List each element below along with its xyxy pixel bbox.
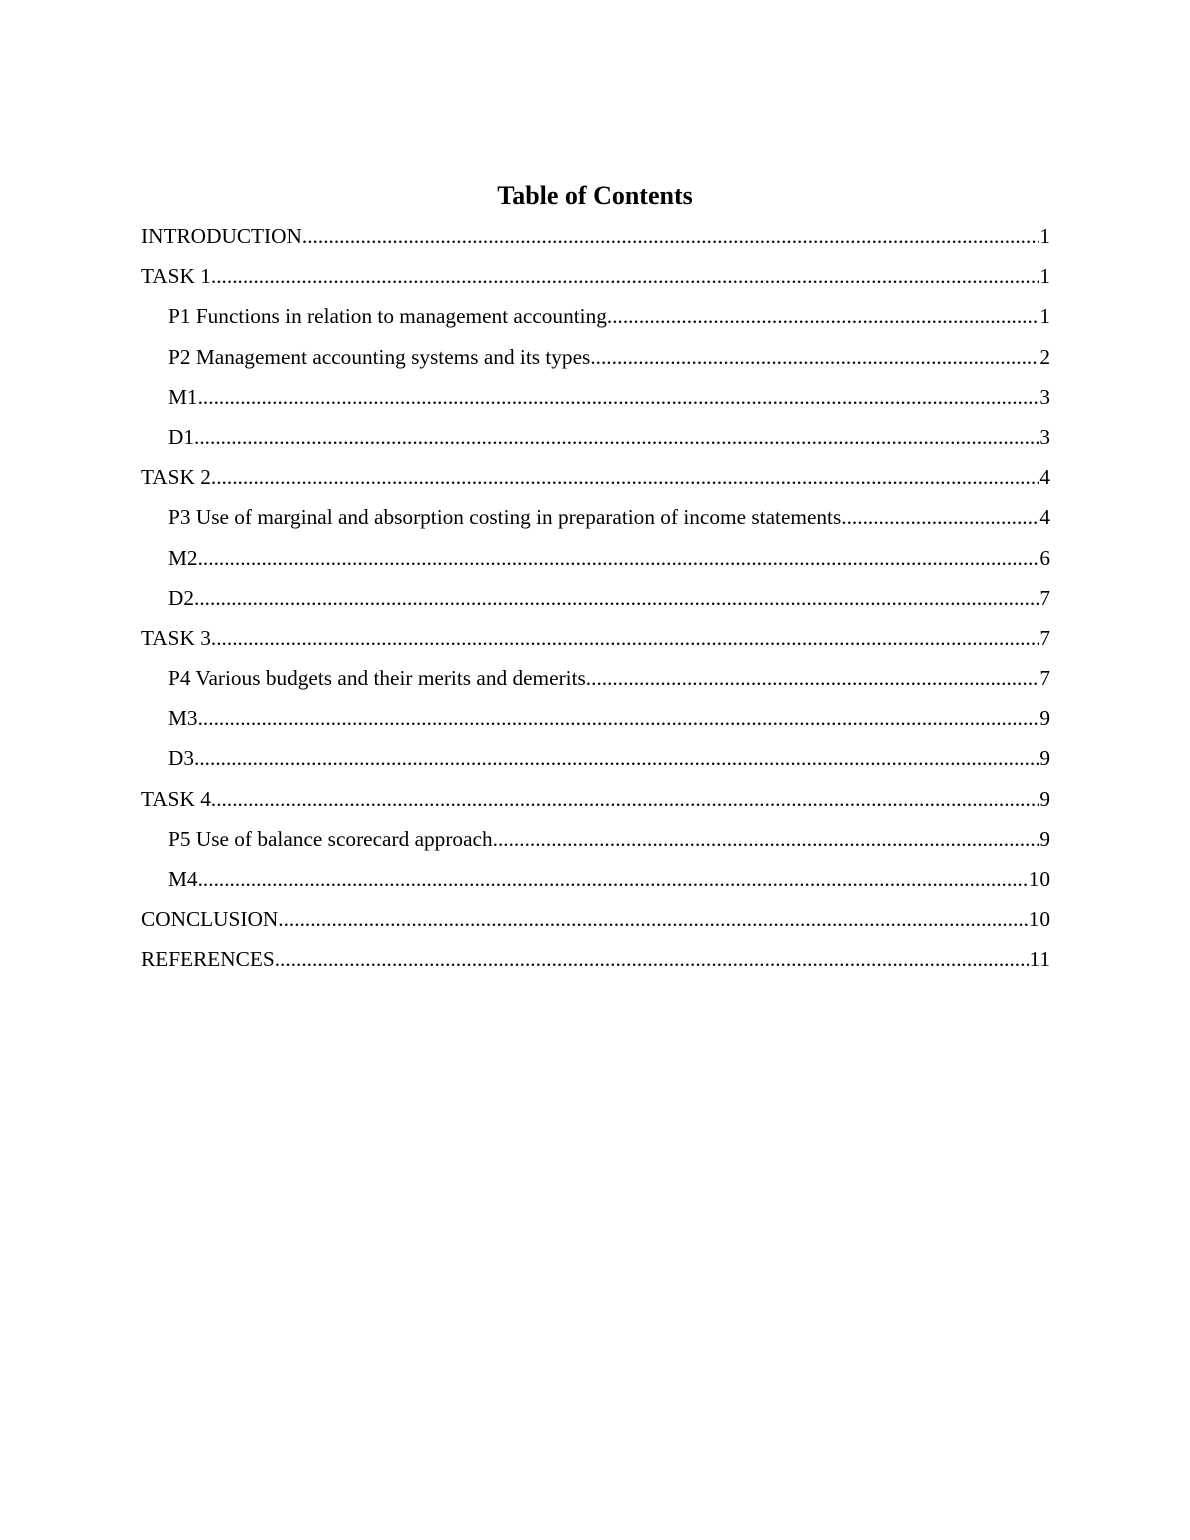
toc-entry[interactable] [141,618,1050,658]
toc-entry-page-number: 6 [1039,545,1050,570]
toc-entry[interactable] [141,296,1050,336]
toc-entry-label: TASK 3 [141,625,211,650]
toc-dot-leader [211,256,1039,296]
toc-entry-label: P3 Use of marginal and absorption costing in preparation of income statements [168,505,842,530]
toc-dot-leader [198,859,1029,899]
toc-entry-page-number: 1 [1039,224,1050,248]
toc-entry[interactable] [141,377,1050,417]
toc-entry-label: M4 [168,867,198,891]
toc-entry-page-number: 3 [1039,424,1050,449]
toc-entry-page-number: 1 [1039,304,1050,329]
toc-entry[interactable] [141,337,1050,377]
toc-entry-page-number: 7 [1039,625,1050,650]
toc-entry-page-number: 9 [1039,706,1050,731]
toc-entry-label: P4 Various budgets and their merits and demerits [168,666,586,691]
toc-entry-label: TASK 1 [141,264,211,289]
toc-entry-page-number: 2 [1039,344,1050,369]
toc-entry-label: D1 [168,424,195,449]
toc-dot-leader [493,819,1040,859]
toc-dot-leader [590,337,1039,377]
toc-entry-label: P2 Management accounting systems and its types [168,344,591,369]
toc-entry-label: M3 [168,706,198,731]
toc-dot-leader [586,658,1040,698]
toc-entry-page-number: 4 [1039,465,1050,490]
toc-entry[interactable] [141,658,1050,698]
toc-entry-page-number: 4 [1039,505,1050,530]
toc-entry[interactable] [141,578,1050,618]
toc-entry[interactable] [141,538,1050,578]
toc-entry-label: REFERENCES [141,947,275,972]
toc-dot-leader [194,417,1039,457]
toc-entry[interactable] [141,417,1050,457]
toc-dot-leader [211,457,1039,497]
toc-entry[interactable] [141,256,1050,296]
toc-entry-label: TASK 2 [141,465,211,490]
toc-dot-leader [198,698,1040,738]
toc-entry-label: P1 Functions in relation to management accounting [168,304,607,329]
toc-entry[interactable] [141,899,1050,939]
toc-dot-leader [211,618,1039,658]
toc-entry[interactable] [141,779,1050,819]
toc-entry[interactable] [141,497,1050,537]
toc-entry-page-number: 9 [1039,786,1050,811]
toc-entry[interactable] [141,216,1050,256]
toc-entry-page-number: 9 [1039,746,1050,771]
toc-entry[interactable] [141,738,1050,778]
toc-entry[interactable] [141,939,1050,979]
toc-entry-page-number: 10 [1028,907,1050,932]
toc-dot-leader [841,497,1039,537]
toc-entry[interactable] [141,698,1050,738]
toc-entry-page-number: 3 [1039,384,1050,409]
toc-entry-label: INTRODUCTION [141,224,302,248]
table-of-contents [141,216,1050,980]
toc-entry-label: P5 Use of balance scorecard approach [168,826,493,851]
page-title: Table of Contents [497,181,693,211]
toc-entry-label: CONCLUSION [141,907,279,932]
toc-dot-leader [211,779,1039,819]
toc-entry-page-number: 9 [1039,826,1050,851]
toc-entry-page-number: 11 [1029,947,1050,972]
toc-entry-page-number: 7 [1039,585,1050,610]
toc-entry-page-number: 10 [1028,867,1050,891]
toc-entry-label: TASK 4 [141,786,211,811]
toc-dot-leader [607,296,1039,336]
toc-entry[interactable] [141,859,1050,899]
toc-dot-leader [278,899,1028,939]
toc-entry-label: M1 [168,384,198,409]
toc-entry-label: D3 [168,746,195,771]
toc-entry-page-number: 7 [1039,666,1050,691]
toc-entry[interactable] [141,457,1050,497]
toc-dot-leader [302,216,1039,256]
toc-entry-page-number: 1 [1039,264,1050,289]
toc-dot-leader [198,538,1040,578]
toc-dot-leader [194,578,1039,618]
toc-dot-leader [275,939,1030,979]
toc-entry-label: M2 [168,545,198,570]
toc-entry[interactable] [141,819,1050,859]
toc-dot-leader [194,738,1039,778]
toc-dot-leader [198,377,1040,417]
toc-entry-label: D2 [168,585,195,610]
